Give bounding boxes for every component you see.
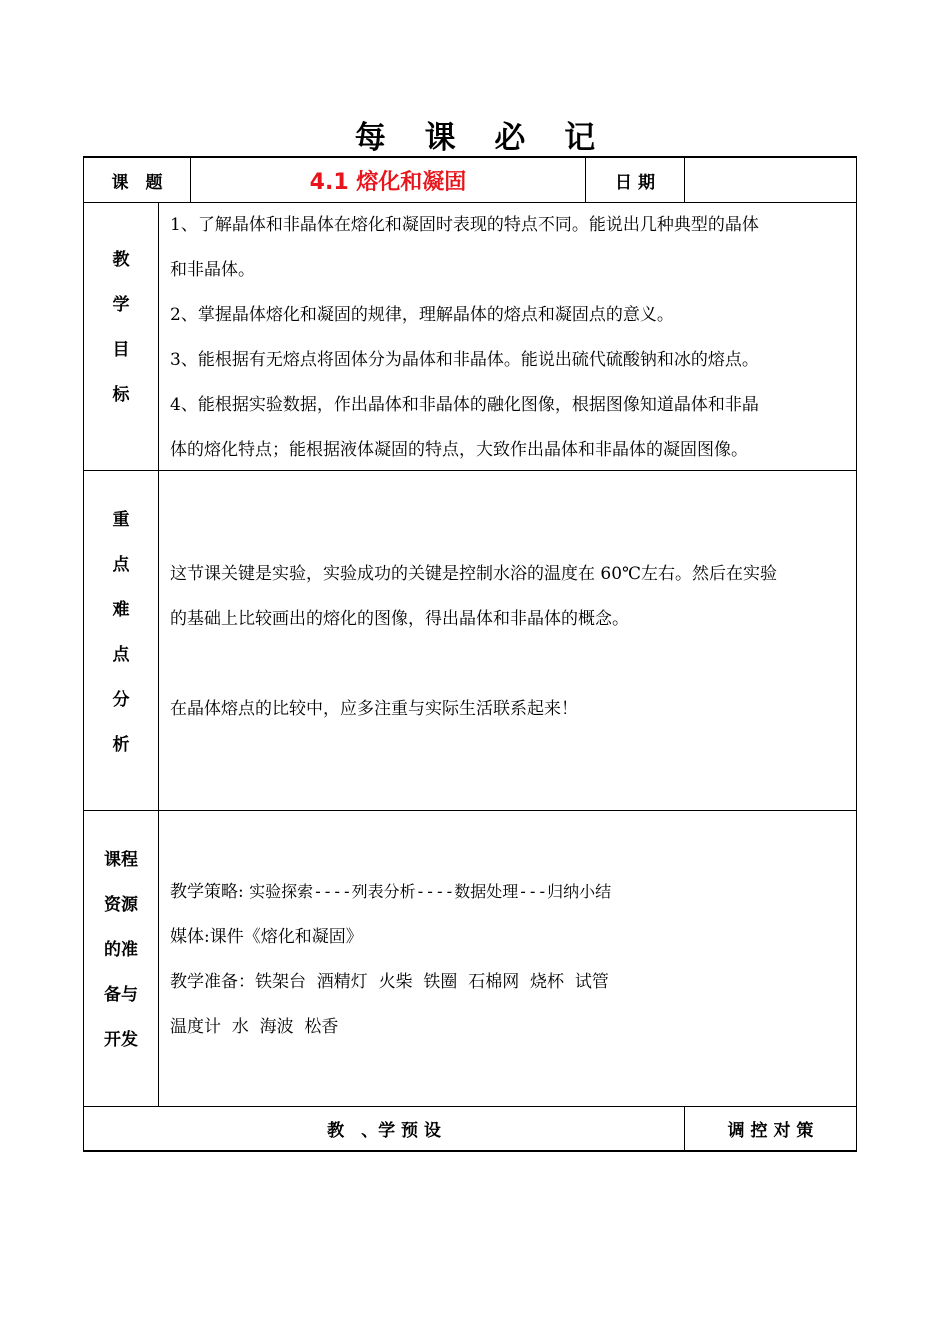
teaching-plan-text: 教 、学 预 设 bbox=[327, 1121, 441, 1141]
objectives-label-char: 标 bbox=[112, 385, 130, 405]
table-border-bottom bbox=[83, 1150, 857, 1152]
strategy-label: 教学策略: bbox=[170, 882, 244, 902]
title-char: 记 bbox=[564, 120, 596, 156]
date-label-text: 日 期 bbox=[615, 172, 655, 193]
key-points-label bbox=[84, 498, 158, 768]
page-title bbox=[0, 112, 950, 157]
key-points-label-char: 点 bbox=[112, 645, 130, 665]
table-border-right bbox=[856, 156, 857, 1152]
key-points-label-char: 难 bbox=[112, 600, 130, 620]
objectives-label bbox=[84, 238, 158, 418]
prep-line: 温度计 水 海波 松香 bbox=[170, 1017, 339, 1037]
resources-label bbox=[84, 838, 158, 1063]
strategy-value: 实验探索----列表分析----数据处理---归纳小结 bbox=[249, 882, 612, 901]
resources-label-line: 开发 bbox=[104, 1030, 138, 1050]
strategy-line bbox=[170, 869, 854, 915]
objective-line: 和非晶体。 bbox=[170, 260, 255, 280]
title-char: 课 bbox=[424, 120, 456, 156]
key-points-label-char: 分 bbox=[112, 690, 130, 710]
resources-label-line: 备与 bbox=[104, 985, 138, 1005]
key-points-label-char: 析 bbox=[112, 735, 130, 755]
media-line: 媒体:课件《熔化和凝固》 bbox=[170, 927, 363, 947]
topic-label bbox=[84, 158, 190, 202]
prep-line: 教学准备：铁架台 酒精灯 火柴 铁圈 石棉网 烧杯 试管 bbox=[170, 972, 609, 992]
objectives-content bbox=[170, 203, 854, 473]
objectives-label-char: 目 bbox=[112, 340, 130, 360]
objective-line: 3、能根据有无熔点将固体分为晶体和非晶体。能说出硫代硫酸钠和冰的熔点。 bbox=[170, 350, 759, 370]
resources-content bbox=[170, 869, 854, 1050]
table-row-divider bbox=[83, 810, 857, 811]
date-label bbox=[586, 158, 684, 202]
resources-label-line: 的准 bbox=[104, 940, 138, 960]
key-point-line: 在晶体熔点的比较中，应多注重与实际生活联系起来！ bbox=[170, 699, 578, 719]
label-col-divider bbox=[158, 202, 159, 1107]
title-char: 每 bbox=[354, 120, 386, 156]
objective-line: 2、掌握晶体熔化和凝固的规律，理解晶体的熔点和凝固点的意义。 bbox=[170, 305, 674, 325]
key-points-label-char: 点 bbox=[112, 555, 130, 575]
topic-label-text: 课 题 bbox=[111, 172, 163, 193]
key-point-line: 这节课关键是实验，实验成功的关键是控制水浴的温度在 60℃左右。然后在实验 bbox=[170, 564, 778, 584]
objectives-label-char: 教 bbox=[112, 250, 130, 270]
key-points-label-char: 重 bbox=[112, 510, 130, 530]
title-char: 必 bbox=[494, 120, 526, 156]
resources-label-line: 资源 bbox=[104, 895, 138, 915]
teaching-plan-label bbox=[84, 1107, 684, 1150]
lesson-title-text: 4.1 熔化和凝固 bbox=[309, 169, 467, 195]
adjustment-text: 调 控 对 策 bbox=[727, 1121, 814, 1141]
key-point-line: 的基础上比较画出的熔化的图像，得出晶体和非晶体的概念。 bbox=[170, 609, 629, 629]
resources-label-line: 课程 bbox=[104, 850, 138, 870]
key-points-content bbox=[170, 552, 854, 732]
objectives-label-char: 学 bbox=[112, 295, 130, 315]
date-value bbox=[685, 158, 856, 202]
objective-line: 1、了解晶体和非晶体在熔化和凝固时表现的特点不同。能说出几种典型的晶体 bbox=[170, 215, 759, 235]
lesson-title bbox=[191, 158, 585, 202]
objective-line: 4、能根据实验数据，作出晶体和非晶体的融化图像，根据图像知道晶体和非晶 bbox=[170, 395, 759, 415]
adjustment-label bbox=[685, 1107, 856, 1150]
objective-line: 体的熔化特点；能根据液体凝固的特点，大致作出晶体和非晶体的凝固图像。 bbox=[170, 440, 748, 460]
